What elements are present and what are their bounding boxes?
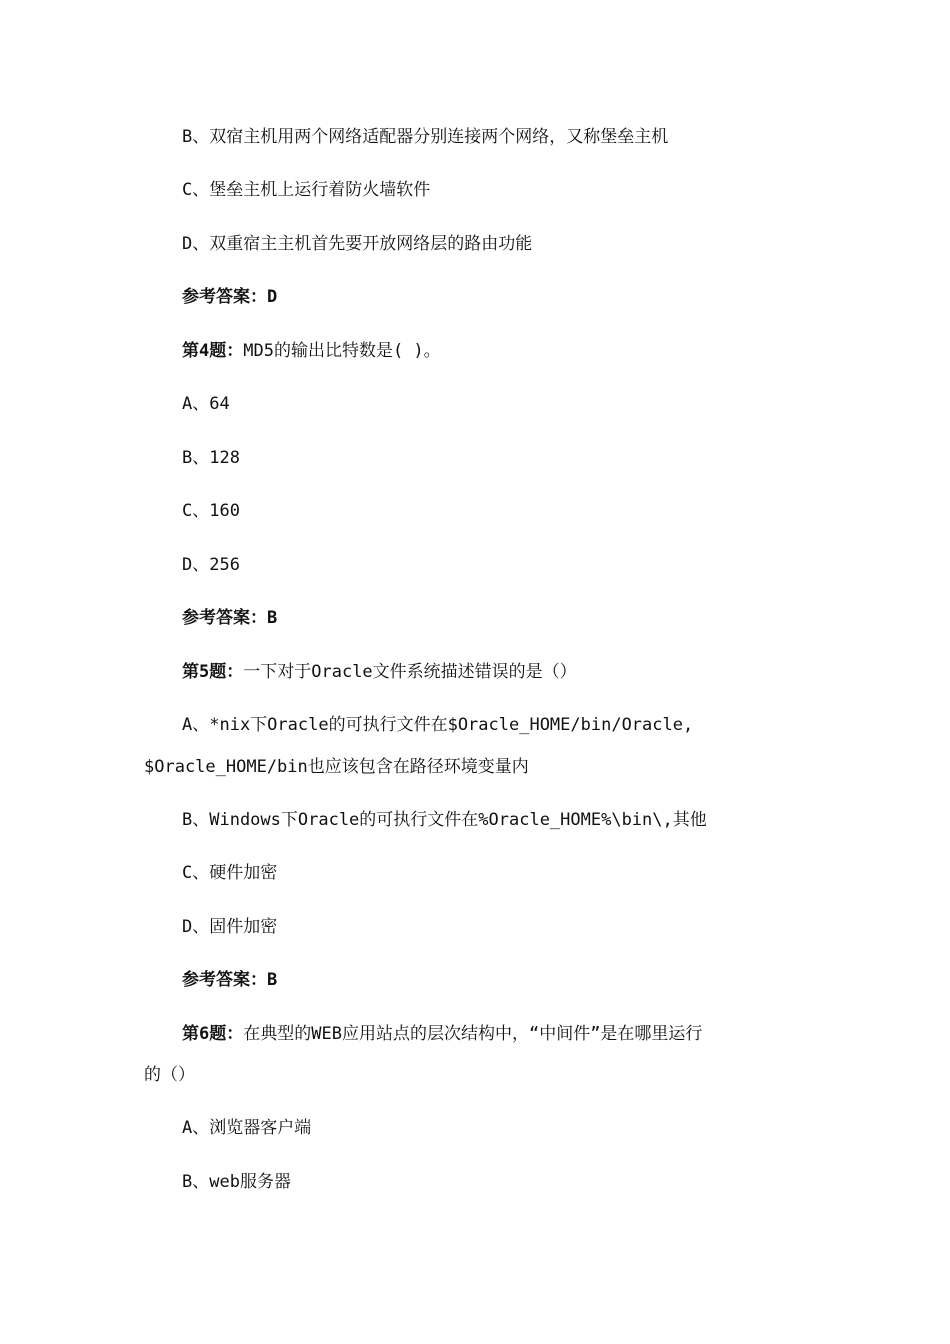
q6-label: 第6题： <box>182 1024 244 1044</box>
q4-option-b: B、128 <box>182 448 240 468</box>
q5-option-d: D、固件加密 <box>182 917 278 937</box>
q5-option-c: C、硬件加密 <box>182 863 278 883</box>
q5-option-b: B、Windows下Oracle的可执行文件在%Oracle_HOME%\bin\,其他 <box>182 810 707 830</box>
q4-question <box>182 340 441 362</box>
q4-option-c: C、160 <box>182 501 240 521</box>
q3-option-b: B、双宿主机用两个网络适配器分别连接两个网络，又称堡垒主机 <box>182 127 669 147</box>
q4-label: 第4题： <box>182 341 244 361</box>
q3-option-d: D、双重宿主主机首先要开放网络层的路由功能 <box>182 234 533 254</box>
q3-option-c: C、堡垒主机上运行着防火墙软件 <box>182 180 431 200</box>
q3-answer: 参考答案：D <box>182 287 278 307</box>
q4-option-a: A、64 <box>182 394 230 414</box>
q5-text: 一下对于Oracle文件系统描述错误的是（） <box>243 662 577 682</box>
q6-text: 在典型的WEB应用站点的层次结构中，“中间件”是在哪里运行 <box>243 1024 703 1044</box>
q6-option-b: B、web服务器 <box>182 1172 291 1192</box>
q4-option-d: D、256 <box>182 555 240 575</box>
q5-label: 第5题： <box>182 662 244 682</box>
q5-option-a: A、*nix下Oracle的可执行文件在$Oracle_HOME/bin/Oracle, <box>182 715 694 735</box>
q6-option-a: A、浏览器客户端 <box>182 1118 312 1138</box>
q5-answer: 参考答案：B <box>182 970 278 990</box>
q6-question <box>182 1023 702 1045</box>
q6-question-continued: 的（） <box>144 1065 195 1085</box>
q4-text: MD5的输出比特数是( )。 <box>243 341 441 361</box>
q4-answer: 参考答案：B <box>182 608 278 628</box>
q5-option-a-continued: $Oracle_HOME/bin也应该包含在路径环境变量内 <box>144 757 529 777</box>
q5-question <box>182 661 577 683</box>
